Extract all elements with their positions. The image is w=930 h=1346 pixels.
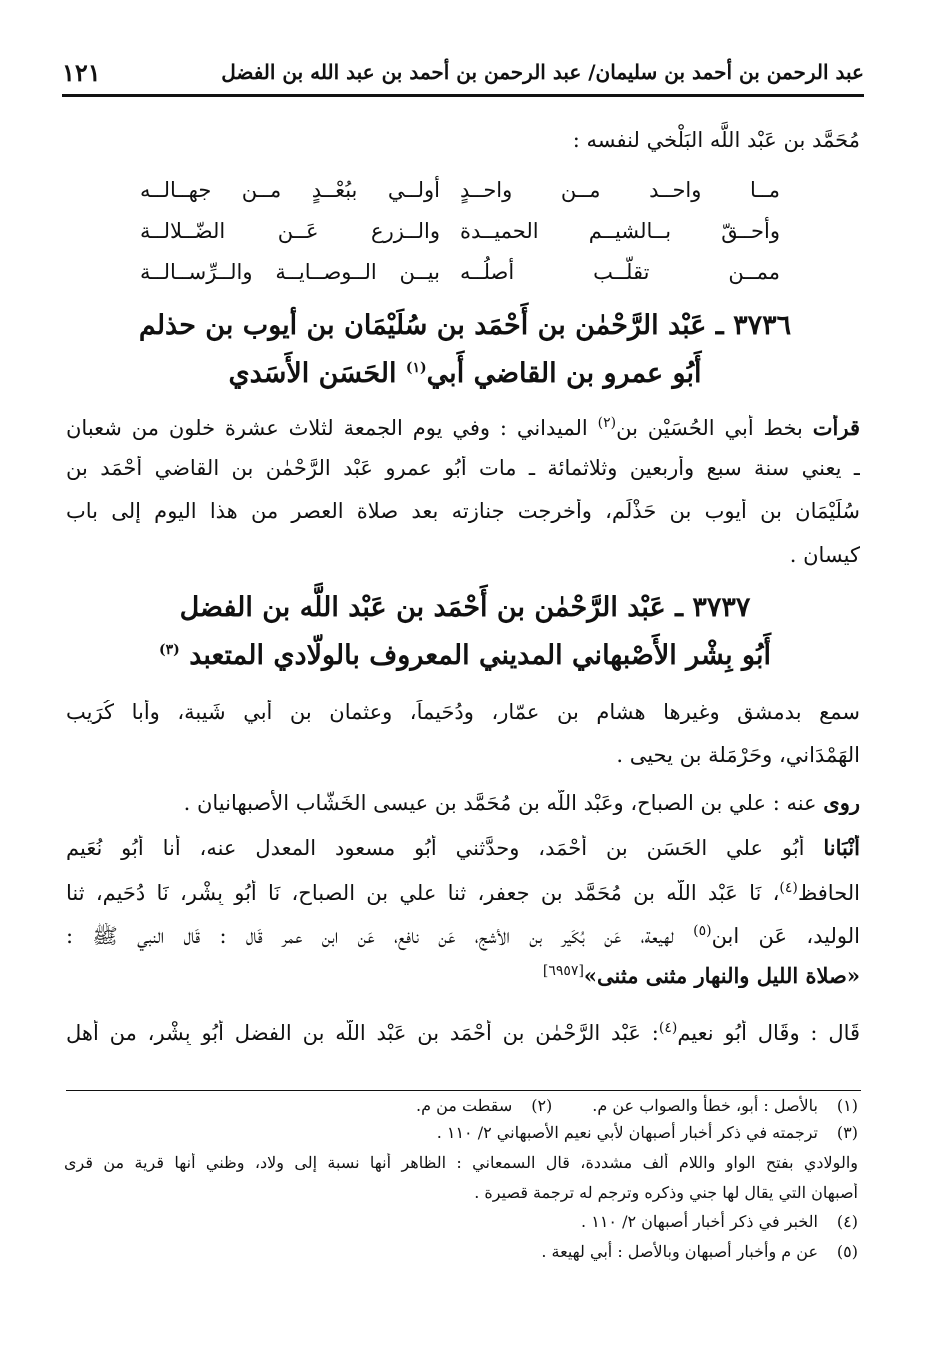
text-segment: بخط أَبي الحُسَيْن بن (616, 416, 813, 440)
verse-3 (140, 260, 780, 300)
entry-3736-title-line2 (60, 358, 870, 389)
page-header (62, 58, 864, 97)
entry-3737-line-1: سمع بدمشق وغيرها هشام بن عمّار، ودُحَيماً، وعثمان بن أَبي شَيبة، وأبا كُرَيب (66, 700, 860, 724)
footnote-ref-5: (٥) (693, 923, 712, 939)
poem-intro: مُحَمَّد بن عَبْد اللَّه البَلْخي لنفسه : (572, 128, 860, 152)
footnote-5-text: عن م وأخبار أصبهان وبالأصل : أبي لهيعة . (541, 1242, 818, 1261)
text-segment: لهيعة، عَن بُكَير بن الأشج، عَن نافع، عَن ابن عمر قَال : قَال النبي ﷺ : (66, 924, 694, 948)
footnote-ref-4b: (٤) (658, 1020, 678, 1036)
entry-3737-line-2: الهَمْدَاني، وحَرْمَلة بن يحيى . (616, 743, 860, 767)
footnote-2-text: سقطت من م. (416, 1096, 513, 1115)
entry-3736-title-line1: ٣٧٣٦ ـ عَبْد الرَّحْمٰن بن أَحْمَد بن سُلَيْمَان بن أيوب بن حذلم (138, 310, 792, 341)
footnote-3-number: (٣) (836, 1123, 858, 1142)
entry-3736-line-4: كيسان . (789, 543, 860, 567)
text-segment: الحافظ (797, 881, 860, 905)
entry-3736-line-2: ـ يعني سنة سبع وأربعين وثلاثمائة ـ مات أَبُو عمرو عَبْد الرَّحْمٰن بن القاضي أَحْمَد بن (66, 456, 860, 480)
verse-1-first-hemistich: مــا واحــد مــن واحــدٍ (460, 178, 780, 202)
hadith-number: [٦٩٥٧] (542, 963, 584, 979)
verse-3-second-hemistich: بيــن الــوصــايــة والــرِّســالــة (140, 260, 440, 284)
entry-3736-title-kunya: أَبُو عمرو بن القاضي أَبي (426, 358, 702, 389)
text-segment: قَال : وقَال أَبُو نعيم (677, 1021, 860, 1045)
verse-2-second-hemistich: والــزرع عَــن الضّــلالــة (140, 219, 440, 243)
running-title: عبد الرحمن بن أحمد بن سليمان/ عبد الرحمن بن أحمد بن عبد الله بن الفضل (221, 60, 864, 84)
entry-3737-rawa-line (66, 790, 860, 815)
lead-word-anbana: أَنْبَانا (823, 835, 860, 860)
footnote-ref-3: (٣) (159, 642, 180, 658)
text-segment: ، نَا عَبْد اللَّه بن مُحَمَّد بن جعفر، ثنا علي بن الصباح، نَا أَبُو بِشْر، نَا دُحَيم، ثنا (66, 881, 780, 905)
entry-3737-title-line2 (60, 640, 870, 671)
footnote-4-text: الخبر في ذكر أخبار أصبهان ٢/ ١١٠ . (581, 1212, 818, 1231)
lead-word-rawa: روى (823, 790, 860, 815)
verse-2-first-hemistich: وأحــقّ بــالشيــم الحميــدة (460, 219, 780, 243)
footnote-1-text: بالأصل : أبو، خطأ والصواب عن م. (592, 1096, 818, 1115)
entry-3737-isnad-line-2 (66, 880, 860, 905)
footnote-4-number: (٤) (836, 1212, 858, 1231)
entry-3737-isnad-line-1 (66, 835, 860, 860)
text-segment: : عَبْد الرَّحْمٰن بن أَحْمَد بن عَبْد اللَّه بن الفضل أَبُو بِشْر، من أهل (66, 1021, 659, 1045)
entry-3737-isnad-line-3 (66, 923, 860, 954)
hadith-text: «صلاة الليل والنهار مثنى مثنى» (583, 963, 860, 988)
verse-1 (140, 178, 780, 218)
entry-3737-title-line1: ٣٧٣٧ ـ عَبْد الرَّحْمٰن بن أَحْمَد بن عَبْد اللَّه بن الفضل (179, 592, 751, 623)
text-segment: الميداني : وفي يوم الجمعة لثلاث عشرة خلون من شعبان (66, 416, 598, 440)
verse-3-first-hemistich: ممــن تقلّــب أصلُــه (460, 260, 780, 284)
verse-1-second-hemistich: أولــي ببُعْــدٍ مــن جهــالــه (140, 178, 440, 202)
footnote-ref-1: (١) (405, 360, 427, 376)
entry-3737-title-kunya: أَبُو بِشْر الأَصْبهاني المديني المعروف بالولّادي المتعبد (189, 640, 771, 671)
verse-2 (140, 219, 780, 259)
footnote-1-2 (416, 1096, 858, 1115)
footnote-5-number: (٥) (836, 1242, 858, 1261)
lead-word-qaraat: قرأت (812, 415, 860, 440)
text-segment: عنه : علي بن الصباح، وعَبْد اللَّه بن مُحَمَّد بن عيسى الخَشّاب الأصبهانيان . (183, 791, 824, 815)
page-number: ١٢١ (62, 58, 101, 87)
hadith-matn (66, 963, 860, 988)
footnote-3-continuation-2: أصبهان التي يقال لها جني وذكره وترجم له ترجمة قصيرة . (474, 1183, 858, 1202)
footnote-3-continuation-1: والولادي بفتح الواو واللام ألف مشددة، قال السمعاني : الظاهر أنها نسبة إلى ولاد، وظني أنها قرية من قرى (64, 1153, 858, 1172)
footnote-separator (66, 1090, 861, 1091)
entry-3736-line-3: سُلَيْمَان بن أيوب بن حَذْلَم، وأخرجت جنازته بعد صلاة العصر من هذا اليوم إلى باب (66, 499, 860, 523)
footnote-ref-2: (٢) (597, 415, 617, 431)
text-segment: الوليد، عَن ابن (711, 924, 860, 948)
footnote-4 (581, 1212, 858, 1231)
footnote-3 (437, 1123, 858, 1142)
footnote-1-number: (١) (836, 1096, 858, 1115)
entry-3736-title-nisba: الحَسَن الأَسَدي (228, 358, 406, 389)
entry-3737-abu-nuaym-line (66, 1020, 860, 1045)
footnote-2-number: (٢) (531, 1096, 553, 1115)
text-segment: أَبُو علي الحَسَن بن أَحْمَد، وحدَّثني أَبُو مسعود المعدل عنه، أنا أَبُو نُعَيم (66, 836, 824, 860)
footnote-3-text: ترجمته في ذكر أخبار أصبهان لأبي نعيم الأصبهاني ٢/ ١١٠ . (436, 1123, 818, 1142)
entry-3736-line-1 (66, 415, 860, 440)
footnote-5 (541, 1242, 858, 1261)
footnote-ref-4: (٤) (779, 880, 798, 896)
